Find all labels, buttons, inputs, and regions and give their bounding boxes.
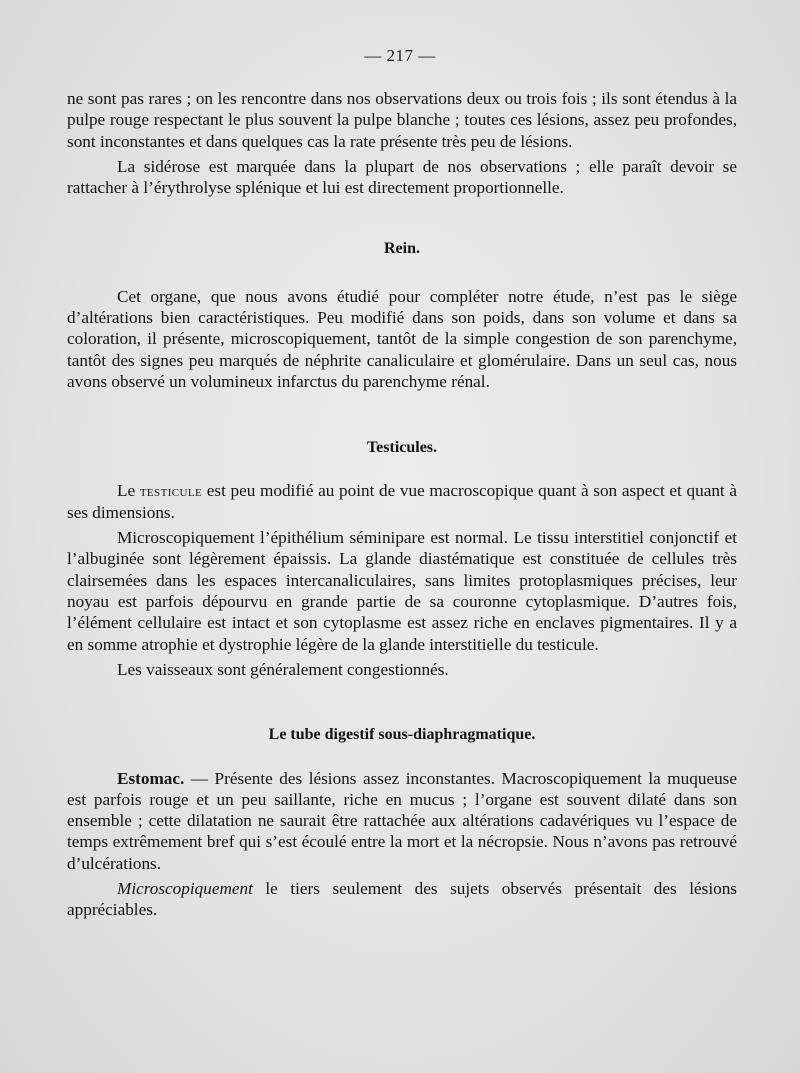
paragraph-vaisseaux: Les vaisseaux sont généralement congestionnés. [117, 659, 449, 679]
micro-label: Microscopiquement [117, 879, 253, 899]
paragraph-rein: Cet organe, que nous avons étudié pour compléter notre étude, n’est pas le siège d’altérations bien caractéristiques. Peu modifié dans son poids, dans son volume et dans sa coloration, il présente, microscopiquement, tantôt de la simple congestion de son parenchyme, tantôt des signes peu marqués de néphrite canaliculaire et glomérulaire. Dans un seul cas, nous avons observé un volumineux infarctus du parenchyme rénal. [67, 286, 737, 391]
page-body [67, 88, 737, 921]
paragraph-siderose: La sidérose est marquée dans la plupart de nos observations ; elle paraît devoir se rattacher à l’érythrolyse splénique et lui est directement proportionnelle. [67, 156, 737, 198]
paragraph-microscopiquement [67, 878, 737, 921]
estomac-label: Estomac. [117, 768, 185, 788]
paragraph-testicule-macro [67, 480, 737, 524]
heading-rein: Rein. [384, 240, 420, 258]
page-number: — 217 — [364, 46, 436, 65]
testicule-smallcaps: testicule [139, 482, 203, 500]
paragraph-rate-lesions: ne sont pas rares ; on les rencontre dans nos observations deux ou trois fois ; ils sont étendus à la pulpe rouge respectant le plus souvent la pulpe blanche ; toutes ces lésions, assez peu profondes, sont inconstantes et dans quelques cas la rate présente très peu de lésions. [67, 89, 737, 151]
testicule-rest: est peu modifié au point de vue macroscopique quant à son aspect et quant à ses dimensions. [67, 480, 737, 522]
heading-testicules: Testicules. [366, 439, 438, 457]
estomac-text: — Présente des lésions assez inconstantes. Macroscopiquement la muqueuse est parfois rouge et un peu saillante, riche en mucus ; l’organe est souvent dilaté dans son ensemble ; cette dilatation ne saurait être rattachée aux altérations cadavériques vu l’espace de temps extrêmement bref qui s’est écoulé entre la mort et la nécropsie. Nous n’avons pas retrouvé d’ulcérations. [67, 768, 737, 873]
paragraph-testicule-micro: Microscopiquement l’épithélium séminipare est normal. Le tissu interstitiel conjonctif et l’albuginée sont légèrement épaissis. La glande diastématique est constituée de cellules très clairsemées dans les espaces intercanaliculaires, sans limites protoplasmiques précises, leur noyau est parfois dépourvu en grande partie de sa couronne cytoplasmique. D’autres fois, l’élément cellulaire est intact et son cytoplasme est assez riche en enclaves pigmentaires. Il y a en somme atrophie et dystrophie légère de la glande interstitielle du testicule. [67, 528, 737, 654]
paragraph-estomac [67, 768, 737, 874]
testicule-lead: Le [117, 480, 140, 500]
micro-text: le tiers seulement des sujets observés présentait des lésions appréciables. [67, 879, 737, 920]
heading-tube-digestif: Le tube digestif sous-diaphragmatique. [268, 726, 536, 744]
